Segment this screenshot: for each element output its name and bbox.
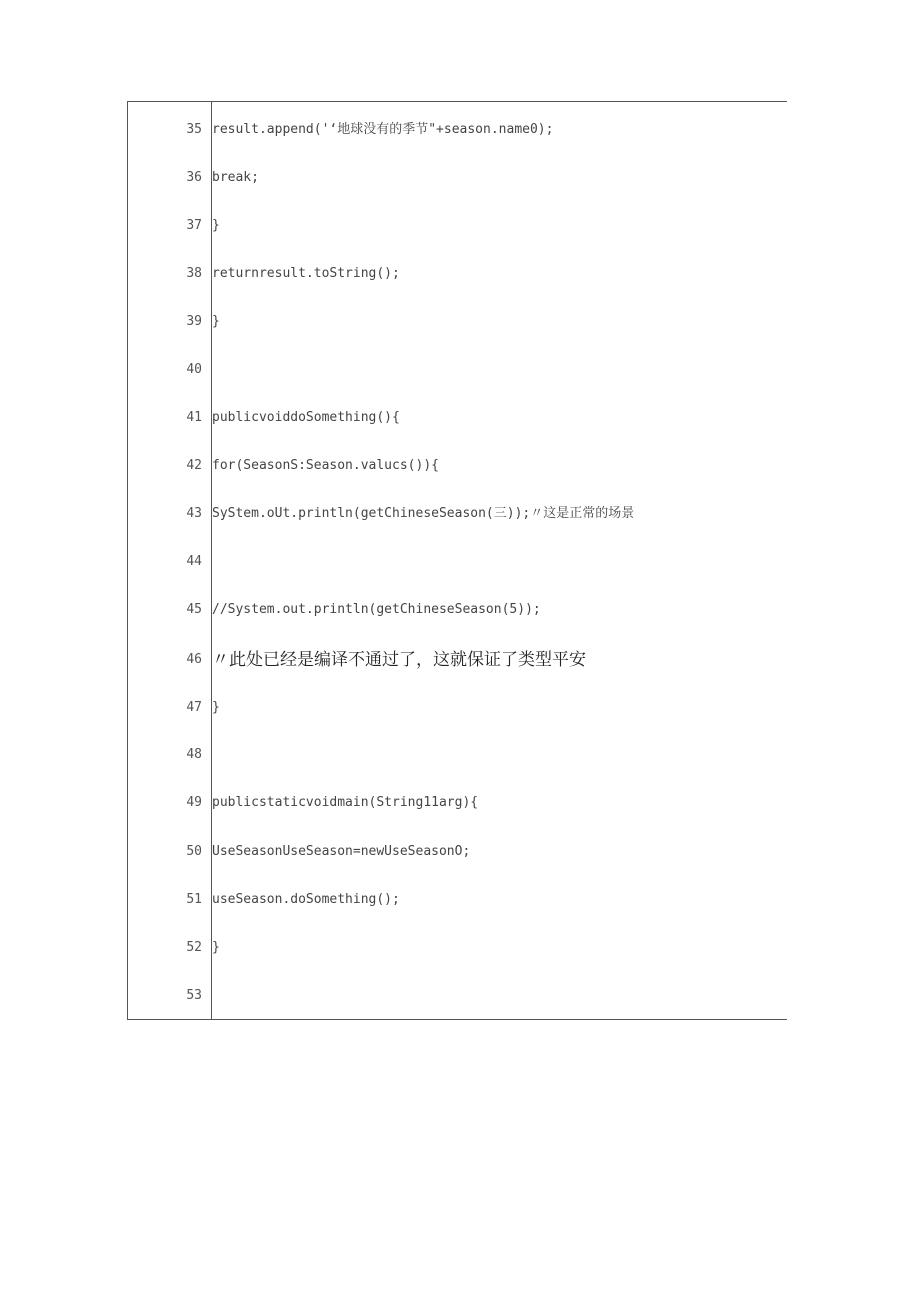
code-line <box>128 984 788 1008</box>
code-line <box>128 598 788 622</box>
line-number: 39 <box>186 314 202 329</box>
line-number: 38 <box>186 266 202 281</box>
line-number: 41 <box>186 410 202 425</box>
line-number: 47 <box>186 700 202 715</box>
code-text: //System.out.println(getChineseSeason(5)); <box>212 602 541 617</box>
code-line <box>128 936 788 960</box>
code-text: } <box>212 940 220 955</box>
code-text: UseSeasonUseSeason=newUseSeasonO; <box>212 844 471 859</box>
code-text: } <box>212 314 220 329</box>
code-text: } <box>212 218 220 233</box>
line-number: 42 <box>186 458 202 473</box>
code-text: returnresult.toString(); <box>212 266 400 281</box>
code-line <box>128 166 788 190</box>
code-line <box>128 406 788 430</box>
code-line <box>128 840 788 864</box>
code-line <box>128 696 788 720</box>
code-line <box>128 791 788 815</box>
code-comment: 〃此处已经是编译不通过了，这就保证了类型平安 <box>212 650 586 670</box>
code-text: SyStem.oUt.println(getChineseSeason(三));〃这是正常的场景 <box>212 506 635 521</box>
code-line <box>128 648 788 672</box>
code-text: break; <box>212 170 259 185</box>
code-text: result.append('‘地球没有的季节"+season.name0); <box>212 122 554 137</box>
line-number: 49 <box>186 795 202 810</box>
line-number: 51 <box>186 892 202 907</box>
code-line <box>128 743 788 767</box>
line-number: 50 <box>186 844 202 859</box>
code-line <box>128 214 788 238</box>
line-number: 35 <box>186 122 202 137</box>
line-number: 40 <box>186 362 202 377</box>
line-number: 52 <box>186 940 202 955</box>
line-number: 36 <box>186 170 202 185</box>
code-line <box>128 118 788 142</box>
line-number: 46 <box>186 652 202 667</box>
code-line <box>128 358 788 382</box>
code-text: for(SeasonS:Season.valucs()){ <box>212 458 439 473</box>
code-line <box>128 502 788 526</box>
line-number: 48 <box>186 747 202 762</box>
code-line <box>128 454 788 478</box>
line-number: 43 <box>186 506 202 521</box>
code-line <box>128 262 788 286</box>
code-text: publicstaticvoidmain(String11arg){ <box>212 795 479 810</box>
code-line <box>128 310 788 334</box>
line-number: 37 <box>186 218 202 233</box>
line-number: 45 <box>186 602 202 617</box>
line-number: 44 <box>186 554 202 569</box>
code-line <box>128 888 788 912</box>
line-number: 53 <box>186 988 202 1003</box>
code-text: } <box>212 700 220 715</box>
code-text: useSeason.doSomething(); <box>212 892 400 907</box>
code-line <box>128 550 788 574</box>
code-listing-table <box>127 101 787 1020</box>
code-text: publicvoiddoSomething(){ <box>212 410 400 425</box>
